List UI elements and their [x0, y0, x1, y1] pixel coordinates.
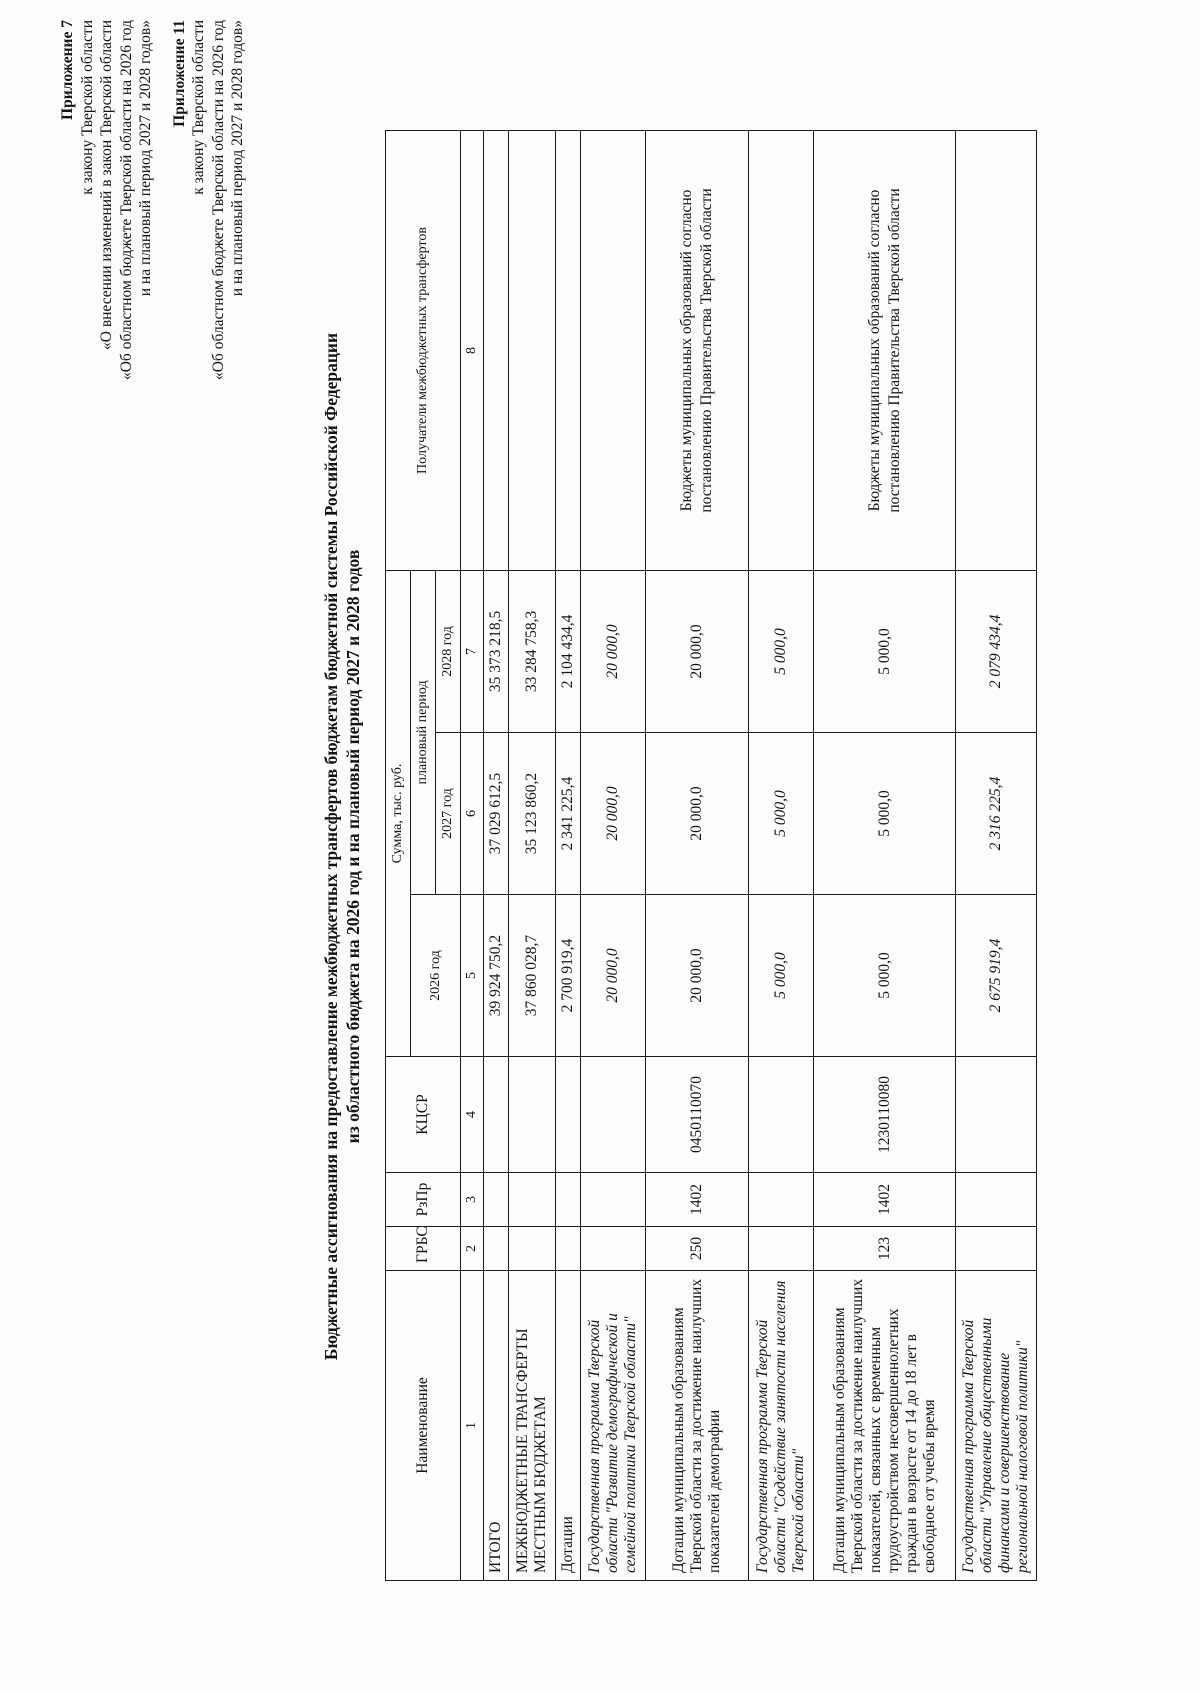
row-rzpr [956, 1173, 1037, 1227]
row-kcsr [581, 1057, 646, 1173]
header-name: Наименование [386, 1271, 461, 1581]
row-amount-2028: 20 000,0 [581, 570, 646, 732]
row-recipients [509, 130, 556, 570]
row-amount-2027: 20 000,0 [581, 733, 646, 895]
row-amount-2028: 5 000,0 [749, 570, 814, 732]
budget-table [385, 130, 1037, 1581]
header-rzpr: РзПр [386, 1173, 461, 1227]
appendix-7-line: «Об областном бюджете Тверской области на 2026 год [117, 20, 135, 381]
column-number: 5 [461, 895, 484, 1057]
appendix-7-line: «О внесении изменений в закон Тверской области [98, 20, 115, 350]
header-grbs: ГРБС [386, 1227, 461, 1271]
row-amount-2026: 20 000,0 [646, 895, 749, 1057]
row-amount-2026: 39 924 750,2 [484, 895, 509, 1057]
row-rzpr [749, 1173, 814, 1227]
row-amount-2027: 2 341 225,4 [556, 733, 581, 895]
row-amount-2027: 5 000,0 [749, 733, 814, 895]
appendix-7-line: и на плановый период 2027 и 2028 годов» [137, 20, 154, 297]
column-number: 1 [461, 1271, 484, 1581]
appendix-11-title: Приложение 11 [170, 20, 188, 127]
row-amount-2026: 2 700 919,4 [556, 895, 581, 1057]
row-name: МЕЖБЮДЖЕТНЫЕ ТРАНСФЕРТЫ МЕСТНЫМ БЮДЖЕТАМ [509, 1271, 556, 1581]
row-rzpr [581, 1173, 646, 1227]
row-recipients [956, 130, 1037, 570]
column-number: 4 [461, 1057, 484, 1173]
document-title [320, 80, 364, 1613]
row-recipients: Бюджеты муниципальных образований согласно постановлению Правительства Тверской области [814, 130, 956, 570]
row-name: Дотации муниципальным образованиям Тверской области за достижение наилучших показателей, связанных с временным трудоустройством несовершеннолетних граждан в возрасте от 14 до 18 лет в свободное от учебы время [814, 1271, 956, 1581]
row-amount-2027: 37 029 612,5 [484, 733, 509, 895]
appendix-header [58, 20, 248, 560]
row-grbs: 123 [814, 1227, 956, 1271]
row-amount-2028: 2 079 434,4 [956, 570, 1037, 732]
row-kcsr [556, 1057, 581, 1173]
row-rzpr: 1402 [814, 1173, 956, 1227]
table-row-program [581, 130, 646, 1580]
title-line-2: из областного бюджета на 2026 год и на плановый период 2027 и 2028 годов [343, 549, 363, 1144]
row-amount-2027: 35 123 860,2 [509, 733, 556, 895]
row-amount-2028: 2 104 434,4 [556, 570, 581, 732]
row-grbs [956, 1227, 1037, 1271]
column-number: 3 [461, 1173, 484, 1227]
header-recipients: Получатели межбюджетных трансфертов [386, 130, 461, 570]
row-rzpr: 1402 [646, 1173, 749, 1227]
column-number: 2 [461, 1227, 484, 1271]
row-amount-2028: 5 000,0 [814, 570, 956, 732]
header-2026: 2026 год [411, 895, 461, 1057]
row-name: Дотации [556, 1271, 581, 1581]
row-kcsr [509, 1057, 556, 1173]
row-amount-2028: 20 000,0 [646, 570, 749, 732]
row-amount-2028: 35 373 218,5 [484, 570, 509, 732]
row-recipients [749, 130, 814, 570]
row-name: Государственная программа Тверской области "Управление общественными финансами и совершенствование региональной налоговой политики" [956, 1271, 1037, 1581]
row-kcsr [956, 1057, 1037, 1173]
header-2027: 2027 год [436, 733, 461, 895]
column-number: 8 [461, 130, 484, 570]
appendix-11-line: «Об областном бюджете Тверской области на 2026 год [209, 20, 227, 381]
appendix-11-line: к закону Тверской области [190, 20, 207, 195]
row-recipients [484, 130, 509, 570]
row-amount-2026: 5 000,0 [814, 895, 956, 1057]
table-row-program [956, 130, 1037, 1580]
table-row-intergovernmental-transfers [509, 130, 556, 1580]
row-kcsr [484, 1057, 509, 1173]
row-name: Государственная программа Тверской области "Содействие занятости населения Тверской области" [749, 1271, 814, 1581]
row-amount-2027: 2 316 225,4 [956, 733, 1037, 895]
appendix-7-line: к закону Тверской области [78, 20, 96, 195]
column-number-row [461, 130, 484, 1580]
header-amount: Сумма, тыс. руб. [386, 570, 411, 1056]
row-rzpr [556, 1173, 581, 1227]
table-row-total [484, 130, 509, 1580]
row-grbs [556, 1227, 581, 1271]
row-amount-2028: 33 284 758,3 [509, 570, 556, 732]
row-grbs [484, 1227, 509, 1271]
row-grbs [581, 1227, 646, 1271]
table-row-subsidy-item [814, 130, 956, 1580]
row-kcsr: 0450110070 [646, 1057, 749, 1173]
row-amount-2027: 5 000,0 [814, 733, 956, 895]
row-kcsr [749, 1057, 814, 1173]
title-line-1: Бюджетные ассигнования на предоставление межбюджетных трансфертов бюджетам бюджетной системы Российской Федерации [321, 332, 341, 1361]
row-kcsr: 1230110080 [814, 1057, 956, 1173]
table-row-subsidies [556, 130, 581, 1580]
header-2028: 2028 год [436, 570, 461, 732]
header-kcsr: КЦСР [386, 1057, 461, 1173]
row-recipients [556, 130, 581, 570]
row-amount-2026: 2 675 919,4 [956, 895, 1037, 1057]
row-amount-2027: 20 000,0 [646, 733, 749, 895]
appendix-7-title: Приложение 7 [59, 20, 76, 120]
table-row-program [749, 130, 814, 1580]
table-row-subsidy-item [646, 130, 749, 1580]
row-amount-2026: 37 860 028,7 [509, 895, 556, 1057]
appendix-11-line: и на плановый период 2027 и 2028 годов» [229, 20, 246, 297]
row-grbs [509, 1227, 556, 1271]
row-grbs: 250 [646, 1227, 749, 1271]
row-rzpr [484, 1173, 509, 1227]
row-name: ИТОГО [484, 1271, 509, 1581]
row-rzpr [509, 1173, 556, 1227]
row-grbs [749, 1227, 814, 1271]
row-recipients [581, 130, 646, 570]
column-number: 7 [461, 570, 484, 732]
row-amount-2026: 5 000,0 [749, 895, 814, 1057]
row-name: Государственная программа Тверской области "Развитие демографической и семейной политики Тверской области" [581, 1271, 646, 1581]
row-amount-2026: 20 000,0 [581, 895, 646, 1057]
column-number: 6 [461, 733, 484, 895]
row-recipients: Бюджеты муниципальных образований согласно постановлению Правительства Тверской области [646, 130, 749, 570]
header-planned-period: плановый период [411, 570, 436, 894]
row-name: Дотации муниципальным образованиям Тверской области за достижение наилучших показателей демографии [646, 1271, 749, 1581]
